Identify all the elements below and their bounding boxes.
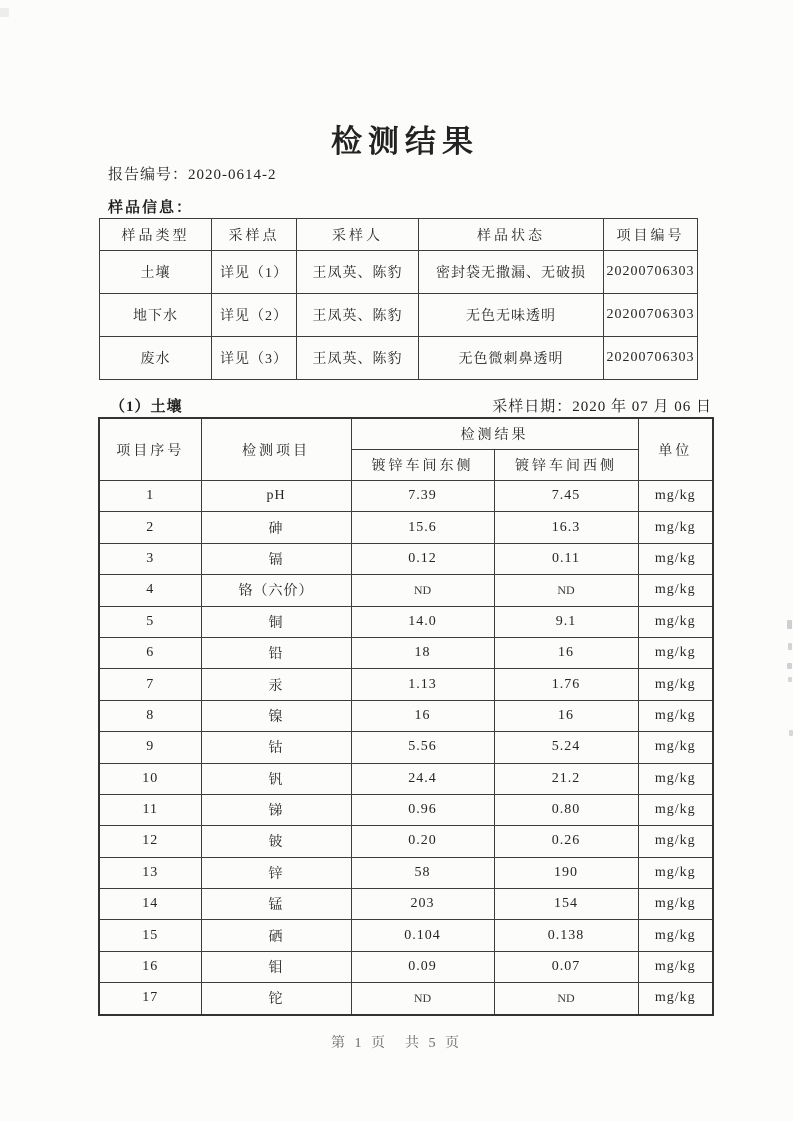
result-cell: mg/kg	[638, 575, 713, 606]
result-cell: mg/kg	[638, 889, 713, 920]
result-table-header-row-1	[99, 418, 713, 450]
result-cell: 0.138	[494, 920, 638, 951]
table-row	[100, 251, 698, 294]
table-row	[99, 732, 713, 763]
table-row	[99, 637, 713, 668]
result-cell: 190	[494, 857, 638, 888]
table-row	[99, 983, 713, 1015]
result-cell: 1	[99, 481, 201, 512]
result-cell: 0.09	[351, 951, 494, 982]
result-cell: 5.24	[494, 732, 638, 763]
result-cell: 16	[494, 637, 638, 668]
result-cell: 12	[99, 826, 201, 857]
result-cell: 钴	[201, 732, 351, 763]
result-cell: 6	[99, 637, 201, 668]
result-cell: 16.3	[494, 512, 638, 543]
result-cell: 锰	[201, 889, 351, 920]
result-cell: 硒	[201, 920, 351, 951]
result-cell: mg/kg	[638, 543, 713, 574]
sample-cell: 土壤	[100, 251, 212, 294]
result-cell: 8	[99, 700, 201, 731]
page-footer: 第 1 页 共 5 页	[331, 1036, 462, 1051]
result-cell: 钒	[201, 763, 351, 794]
result-cell: mg/kg	[638, 637, 713, 668]
result-cell: 锑	[201, 794, 351, 825]
result-cell: 铅	[201, 637, 351, 668]
sample-table-header-row	[100, 219, 698, 251]
result-cell: 24.4	[351, 763, 494, 794]
report-number-value: 2020-0614-2	[188, 167, 277, 183]
column-header-result-group: 检测结果	[351, 418, 638, 450]
scan-artifact	[788, 677, 792, 682]
sample-cell: 王凤英、陈豹	[297, 294, 419, 337]
result-cell: 5.56	[351, 732, 494, 763]
sample-cell: 20200706303	[604, 251, 698, 294]
table-row	[99, 543, 713, 574]
page-title: 检测结果	[331, 124, 479, 159]
table-row	[99, 794, 713, 825]
result-cell: mg/kg	[638, 700, 713, 731]
table-row	[99, 512, 713, 543]
sample-cell: 详见（3）	[212, 337, 297, 380]
result-cell: mg/kg	[638, 732, 713, 763]
result-cell: 7	[99, 669, 201, 700]
column-header-project-no: 项目编号	[604, 219, 698, 251]
result-cell: 18	[351, 637, 494, 668]
table-row	[99, 700, 713, 731]
column-header-sample-state: 样品状态	[419, 219, 604, 251]
result-cell: 9.1	[494, 606, 638, 637]
table-row	[99, 763, 713, 794]
result-cell: 154	[494, 889, 638, 920]
result-cell: 7.45	[494, 481, 638, 512]
column-header-sampler: 采样人	[297, 219, 419, 251]
table-row	[99, 951, 713, 982]
result-cell: 15.6	[351, 512, 494, 543]
sample-cell: 密封袋无撒漏、无破损	[419, 251, 604, 294]
result-cell: 13	[99, 857, 201, 888]
scan-artifact	[789, 730, 793, 736]
result-cell: 16	[351, 700, 494, 731]
result-cell: 14	[99, 889, 201, 920]
report-number-line	[108, 163, 277, 184]
sample-info-table	[99, 218, 698, 380]
result-cell: mg/kg	[638, 794, 713, 825]
result-cell: 16	[99, 951, 201, 982]
result-cell: 锌	[201, 857, 351, 888]
result-cell: 1.13	[351, 669, 494, 700]
result-cell: ND	[494, 983, 638, 1015]
result-cell: 1.76	[494, 669, 638, 700]
sample-cell: 20200706303	[604, 294, 698, 337]
scan-artifact	[787, 663, 792, 669]
sample-cell: 20200706303	[604, 337, 698, 380]
result-cell: 0.26	[494, 826, 638, 857]
column-header-item: 检测项目	[201, 418, 351, 481]
sample-cell: 王凤英、陈豹	[297, 337, 419, 380]
table-row	[100, 337, 698, 380]
column-header-west-workshop: 镀锌车间西侧	[494, 450, 638, 481]
table-row	[99, 575, 713, 606]
result-cell: 21.2	[494, 763, 638, 794]
result-cell: 11	[99, 794, 201, 825]
result-cell: 7.39	[351, 481, 494, 512]
result-cell: 砷	[201, 512, 351, 543]
result-cell: 58	[351, 857, 494, 888]
result-cell: 9	[99, 732, 201, 763]
sample-cell: 详见（1）	[212, 251, 297, 294]
result-cell: 镍	[201, 700, 351, 731]
result-cell: 5	[99, 606, 201, 637]
sample-cell: 无色微刺鼻透明	[419, 337, 604, 380]
result-cell: 0.11	[494, 543, 638, 574]
result-cell: ND	[351, 575, 494, 606]
result-cell: 0.96	[351, 794, 494, 825]
result-cell: 3	[99, 543, 201, 574]
table-row	[99, 857, 713, 888]
result-cell: 铊	[201, 983, 351, 1015]
result-cell: mg/kg	[638, 826, 713, 857]
table-row	[99, 606, 713, 637]
result-cell: mg/kg	[638, 857, 713, 888]
result-cell: 14.0	[351, 606, 494, 637]
result-cell: 铍	[201, 826, 351, 857]
sample-info-heading: 样品信息：	[108, 200, 194, 216]
result-cell: 0.104	[351, 920, 494, 951]
scan-artifact	[788, 643, 792, 650]
column-header-sampling-point: 采样点	[212, 219, 297, 251]
result-cell: 0.07	[494, 951, 638, 982]
result-cell: 10	[99, 763, 201, 794]
result-cell: 15	[99, 920, 201, 951]
column-header-east-workshop: 镀锌车间东侧	[351, 450, 494, 481]
result-cell: 汞	[201, 669, 351, 700]
result-cell: 铬（六价）	[201, 575, 351, 606]
result-cell: pH	[201, 481, 351, 512]
result-cell: 0.80	[494, 794, 638, 825]
scan-artifact	[787, 620, 792, 629]
result-cell: ND	[494, 575, 638, 606]
result-cell: mg/kg	[638, 951, 713, 982]
result-cell: mg/kg	[638, 481, 713, 512]
result-cell: mg/kg	[638, 512, 713, 543]
scan-artifact	[0, 8, 9, 17]
result-cell: 17	[99, 983, 201, 1015]
result-cell: mg/kg	[638, 763, 713, 794]
sampling-date: 采样日期：2020 年 07 月 06 日	[492, 399, 712, 415]
result-cell: mg/kg	[638, 920, 713, 951]
soil-result-table	[98, 417, 714, 1016]
result-cell: 钼	[201, 951, 351, 982]
result-cell: 2	[99, 512, 201, 543]
result-cell: mg/kg	[638, 606, 713, 637]
result-cell: mg/kg	[638, 669, 713, 700]
result-cell: 铜	[201, 606, 351, 637]
table-row	[100, 294, 698, 337]
table-row	[99, 889, 713, 920]
table-row	[99, 481, 713, 512]
column-header-sample-type: 样品类型	[100, 219, 212, 251]
sample-cell: 地下水	[100, 294, 212, 337]
result-cell: 4	[99, 575, 201, 606]
sample-cell: 废水	[100, 337, 212, 380]
sample-cell: 王凤英、陈豹	[297, 251, 419, 294]
result-cell: 0.20	[351, 826, 494, 857]
column-header-index: 项目序号	[99, 418, 201, 481]
report-number-label: 报告编号：	[108, 167, 189, 183]
table-row	[99, 669, 713, 700]
sample-cell: 详见（2）	[212, 294, 297, 337]
result-cell: ND	[351, 983, 494, 1015]
table-row	[99, 826, 713, 857]
section-label: （1）土壤	[110, 399, 183, 415]
result-cell: 0.12	[351, 543, 494, 574]
result-cell: 16	[494, 700, 638, 731]
column-header-unit: 单位	[638, 418, 713, 481]
result-cell: mg/kg	[638, 983, 713, 1015]
sample-cell: 无色无味透明	[419, 294, 604, 337]
result-cell: 203	[351, 889, 494, 920]
table-row	[99, 920, 713, 951]
result-cell: 镉	[201, 543, 351, 574]
soil-section-line	[98, 395, 712, 416]
